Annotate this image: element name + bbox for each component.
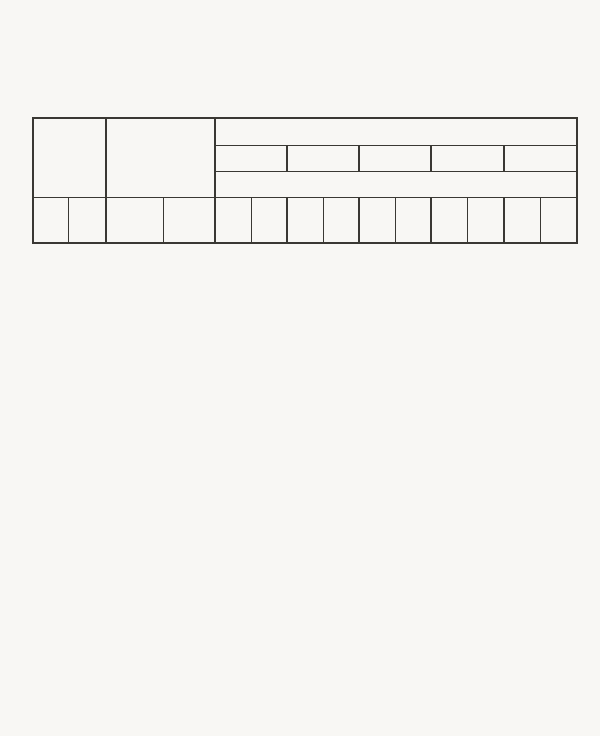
fiber-core-header-1870 bbox=[431, 197, 467, 243]
strength-1770 bbox=[359, 145, 431, 171]
breaking-title bbox=[215, 171, 577, 197]
strength-1570 bbox=[215, 145, 287, 171]
diameter-header bbox=[33, 118, 106, 198]
fiber-core-header-1960 bbox=[504, 197, 540, 243]
mechanical-properties-table bbox=[32, 117, 578, 244]
strength-title bbox=[215, 118, 577, 146]
weight-steel-core-header bbox=[163, 197, 215, 243]
weight-header bbox=[106, 118, 215, 198]
table-header bbox=[33, 118, 577, 243]
rope-structure bbox=[48, 18, 600, 106]
d-mm-header bbox=[33, 197, 68, 243]
weight-fiber-core-header bbox=[106, 197, 163, 243]
steel-core-header-1870 bbox=[467, 197, 504, 243]
steel-core-header-1570 bbox=[251, 197, 287, 243]
strength-1670 bbox=[287, 145, 359, 171]
page-title bbox=[0, 0, 600, 14]
tolerance-header bbox=[68, 197, 106, 243]
steel-core-header-1960 bbox=[540, 197, 577, 243]
strength-1960 bbox=[504, 145, 577, 171]
steel-core-header-1770 bbox=[395, 197, 431, 243]
header-row-titles bbox=[33, 118, 577, 146]
fiber-core-header-1770 bbox=[359, 197, 395, 243]
fiber-core-header-1570 bbox=[215, 197, 251, 243]
strength-1870 bbox=[431, 145, 504, 171]
steel-core-header-1670 bbox=[323, 197, 359, 243]
fiber-core-header-1670 bbox=[287, 197, 323, 243]
header-row-columns bbox=[33, 197, 577, 243]
